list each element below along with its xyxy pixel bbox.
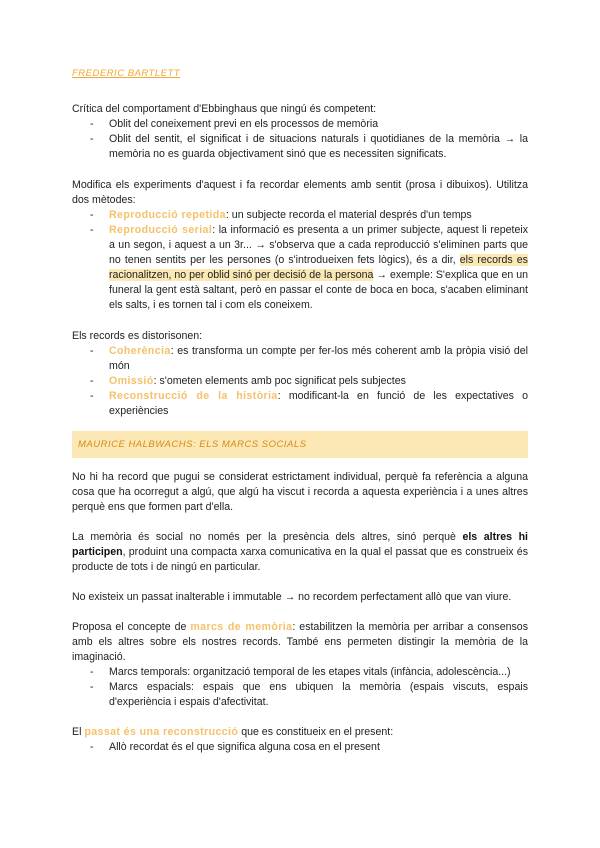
marcs-list	[72, 665, 528, 710]
term-label: Coherència	[109, 345, 171, 357]
term-label: Reproducció repetida	[109, 209, 226, 221]
distorsionen-text: Els records es distorisonen:	[72, 330, 203, 342]
intro-text: Crítica del comportament d'Ebbinghaus que ningú és competent:	[72, 103, 377, 115]
list-item: - Oblit del sentit, el significat i de situacions naturals i quotidianes de la memòria → la memòria no es guarda objectivament sinó que es necessiten significats.	[72, 132, 528, 162]
term-text: s'ometen elements amb poc significat pels subjectes	[156, 375, 406, 387]
term-text: un subjecte recorda el material després d'un temps	[228, 209, 472, 221]
list-item: - Reproducció repetida: un subjecte recorda el material després d'un temps	[72, 208, 528, 223]
paragraph-text: estabilitzen la memòria per arribar a consensos amb els altres sobre els nostres records. També ens permeten distingir la memòria de la imaginació.	[72, 621, 528, 663]
paragraph-text: El	[72, 726, 85, 738]
list-item: - Reconstrucció de la història: modificant-la en funció de les expectatives o experiències	[72, 389, 528, 419]
methods-list	[72, 208, 528, 313]
term-text: modificant-la en funció de les expectatives o experiències	[109, 390, 529, 417]
term-label: Omissió	[109, 375, 154, 387]
term-label: marcs de memòria	[190, 621, 293, 633]
list-item: - Allò recordat és el que significa alguna cosa en el present	[72, 740, 528, 755]
list-item: - Omissió: s'ometen elements amb poc significat pels subjectes	[72, 374, 528, 389]
list-item: - Marcs espacials: espais que ens ubiquen la memòria (espais viscuts, espais d'experiència i espais d'afectivitat.	[72, 680, 528, 710]
section-title-halbwachs: MAURICE HALBWACHS: ELS MARCS SOCIALS	[72, 431, 528, 458]
list-item: - Coherència: es transforma un compte per fer-los més coherent amb la pròpia visió del món	[72, 344, 528, 374]
term-text: → exemple: S'explica que en un funeral la gent està saltant, però en passar el conte de boca en boca, s'acaben eliminant els salts, i es tornen tal i com els coneixem.	[109, 269, 529, 311]
highlighted-text: els records es racionalitzen, no per oblid sinó per decisió de la persona	[109, 254, 528, 281]
paragraph: Proposa el concepte de marcs de memòria: estabilitzen la memòria per arribar a consensos amb els altres sobre els nostres records. També ens permeten distingir la memòria de la imaginació.	[72, 621, 528, 663]
term-label: passat és una reconstrucció	[84, 726, 239, 738]
paragraph	[72, 530, 528, 575]
paragraph: No hi ha record que pugui se considerat estrictament individual, perquè fa referència a alguna cosa que ha ocorregut a algú, que algú ha viscut i recorda a aquesta experiència i a unes altres perquè ens que formen part d'ella.	[72, 471, 528, 513]
modifica-text: Modifica els experiments d'aquest i fa recordar elements amb sentit (prosa i dibuixos). Utilitza dos mètodes:	[72, 179, 528, 206]
list-item: - Reproducció serial: la informació es presenta a un primer subjecte, aquest li repeteix a un segon, i aquest a un 3r... → s'observa que a cada reproducció s'eliminen parts que no tenen sentits per les persones (o s'introdueixen fets lògics), és a dir, els records es racionalitzen, no per oblid sinó per decisió de la persona → exemple: S'explica que en un funeral la gent està saltant, però en passar el conte de boca en boca, s'acaben eliminant els salts, i es tornen tal i com els coneixem.	[72, 223, 528, 313]
critique-list	[72, 117, 528, 162]
document-page	[72, 66, 528, 755]
term-text: la informació es presenta a un primer subjecte, aquest li repeteix a un segon, i aquest a un 3r... → s'observa que a cada reproducció s'eliminen parts que no tenen sentits per les persones (o s'introdueixen fets lògics), és a dir,	[109, 224, 529, 266]
distortions-list	[72, 344, 528, 419]
term-label: Reconstrucció de la història	[109, 390, 278, 402]
paragraph-text: La memòria és social no només per la presència dels altres, sinó perquè	[72, 531, 463, 543]
paragraph-text: Proposa el concepte de	[72, 621, 191, 633]
list-item: - Marcs temporals: organització temporal de les etapes vitals (infància, adolescència...)	[72, 665, 528, 680]
term-text: es transforma un compte per fer-los més coherent amb la pròpia visió del món	[109, 345, 528, 372]
paragraph-text: que es constitueix en el present:	[238, 726, 394, 738]
bold-text: els altres hi participen	[72, 531, 528, 558]
paragraph	[72, 725, 528, 740]
final-list	[72, 740, 528, 755]
term-label: Reproducció serial	[109, 224, 213, 236]
list-item: - Oblit del coneixement previ en els processos de memòria	[72, 117, 528, 132]
paragraph-text: , produint una compacta xarxa comunicativa en la qual el passat que es construeix és producte de tots i de ningú en particular.	[72, 546, 528, 573]
paragraph: No existeix un passat inalterable i immutable → no recordem perfectament allò que van viure.	[72, 591, 512, 603]
section-title-bartlett: FREDERIC BARTLETT	[72, 68, 181, 79]
